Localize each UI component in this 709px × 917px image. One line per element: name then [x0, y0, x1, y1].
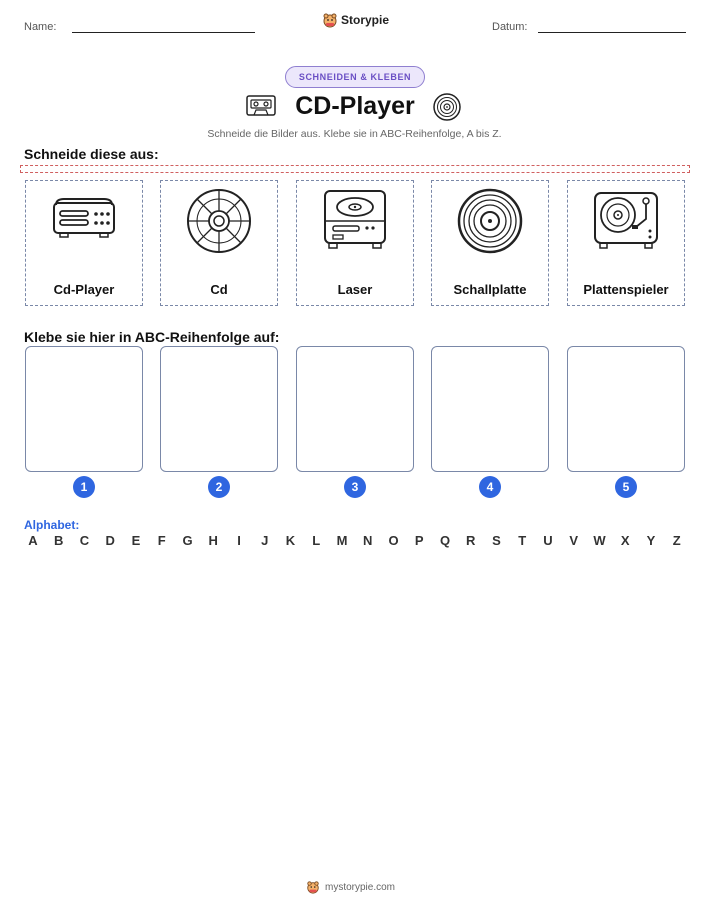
card-label: Schallplatte	[453, 282, 527, 297]
paste-box-5[interactable]	[567, 346, 685, 472]
schallplatte-icon	[456, 187, 524, 255]
alphabet-letter: Y	[646, 533, 656, 548]
alphabet-letter: Q	[439, 533, 451, 548]
cut-card-schallplatte[interactable]	[431, 180, 549, 306]
alphabet-letter: S	[492, 533, 501, 548]
alphabet-letter: C	[79, 533, 90, 548]
cut-section-title: Schneide diese aus:	[24, 146, 159, 162]
paste-box-1[interactable]	[25, 346, 143, 472]
activity-badge: SCHNEIDEN & KLEBEN	[285, 66, 425, 88]
alphabet-letter: M	[336, 533, 348, 548]
number-badge-2: 2	[208, 476, 230, 498]
number-badge-4: 4	[479, 476, 501, 498]
card-label: Cd	[210, 282, 228, 297]
alphabet-letter: J	[261, 533, 269, 548]
alphabet-letter: H	[208, 533, 218, 548]
alphabet-letter: A	[28, 533, 38, 548]
date-label: Datum:	[492, 21, 528, 33]
page-title: CD-Player	[295, 92, 415, 120]
alphabet-letter: E	[131, 533, 141, 548]
alphabet-letter: K	[285, 533, 296, 548]
alphabet-letter: I	[237, 533, 241, 548]
alphabet-letter: Z	[672, 533, 681, 548]
alphabet-letter: V	[569, 533, 579, 548]
record-icon	[432, 92, 462, 122]
date-line[interactable]	[538, 32, 686, 33]
brand-logo	[322, 12, 389, 28]
card-label: Plattenspieler	[583, 282, 669, 297]
number-badge-1: 1	[73, 476, 95, 498]
alphabet-letter: X	[620, 533, 630, 548]
card-label: Cd-Player	[53, 282, 115, 297]
alphabet-letter: F	[157, 533, 166, 548]
name-line[interactable]	[72, 32, 255, 33]
alphabet-letter: O	[388, 533, 399, 548]
alphabet-letter: G	[182, 533, 193, 548]
alphabet-letter: B	[54, 533, 64, 548]
cut-card-laser[interactable]	[296, 180, 414, 306]
alphabet-letter: N	[363, 533, 373, 548]
alphabet-letter: D	[105, 533, 115, 548]
paste-section-title: Klebe sie hier in ABC-Reihenfolge auf:	[24, 329, 280, 345]
brand-name: Storypie	[341, 13, 390, 27]
alphabet-letter: R	[466, 533, 476, 548]
card-label: Laser	[337, 282, 373, 297]
paste-box-3[interactable]	[296, 346, 414, 472]
plattenspieler-icon	[592, 187, 660, 253]
number-badge-5: 5	[615, 476, 637, 498]
paste-box-2[interactable]	[160, 346, 278, 472]
number-badge-3: 3	[344, 476, 366, 498]
instructions: Schneide die Bilder aus. Klebe sie in ABC-Reihenfolge, A bis Z.	[207, 128, 502, 140]
storypie-logo-icon	[322, 12, 338, 28]
cut-line	[20, 165, 690, 173]
alphabet-letter: P	[414, 533, 424, 548]
alphabet-row	[26, 533, 684, 548]
alphabet-letter: T	[518, 533, 527, 548]
footer-url[interactable]: mystorypie.com	[325, 881, 396, 893]
alphabet-letter: U	[543, 533, 553, 548]
cut-card-plattenspieler[interactable]	[567, 180, 685, 306]
cd-player-icon	[50, 187, 118, 247]
paste-box-4[interactable]	[431, 346, 549, 472]
alphabet-title: Alphabet:	[24, 518, 80, 532]
cut-card-cd-player[interactable]	[25, 180, 143, 306]
storypie-logo-icon	[306, 880, 320, 894]
laser-icon	[321, 187, 389, 253]
footer	[306, 880, 395, 894]
name-label: Name:	[24, 21, 57, 33]
cd-icon	[185, 187, 253, 255]
alphabet-letter: W	[593, 533, 606, 548]
alphabet-letter: L	[312, 533, 321, 548]
cut-card-cd[interactable]	[160, 180, 278, 306]
